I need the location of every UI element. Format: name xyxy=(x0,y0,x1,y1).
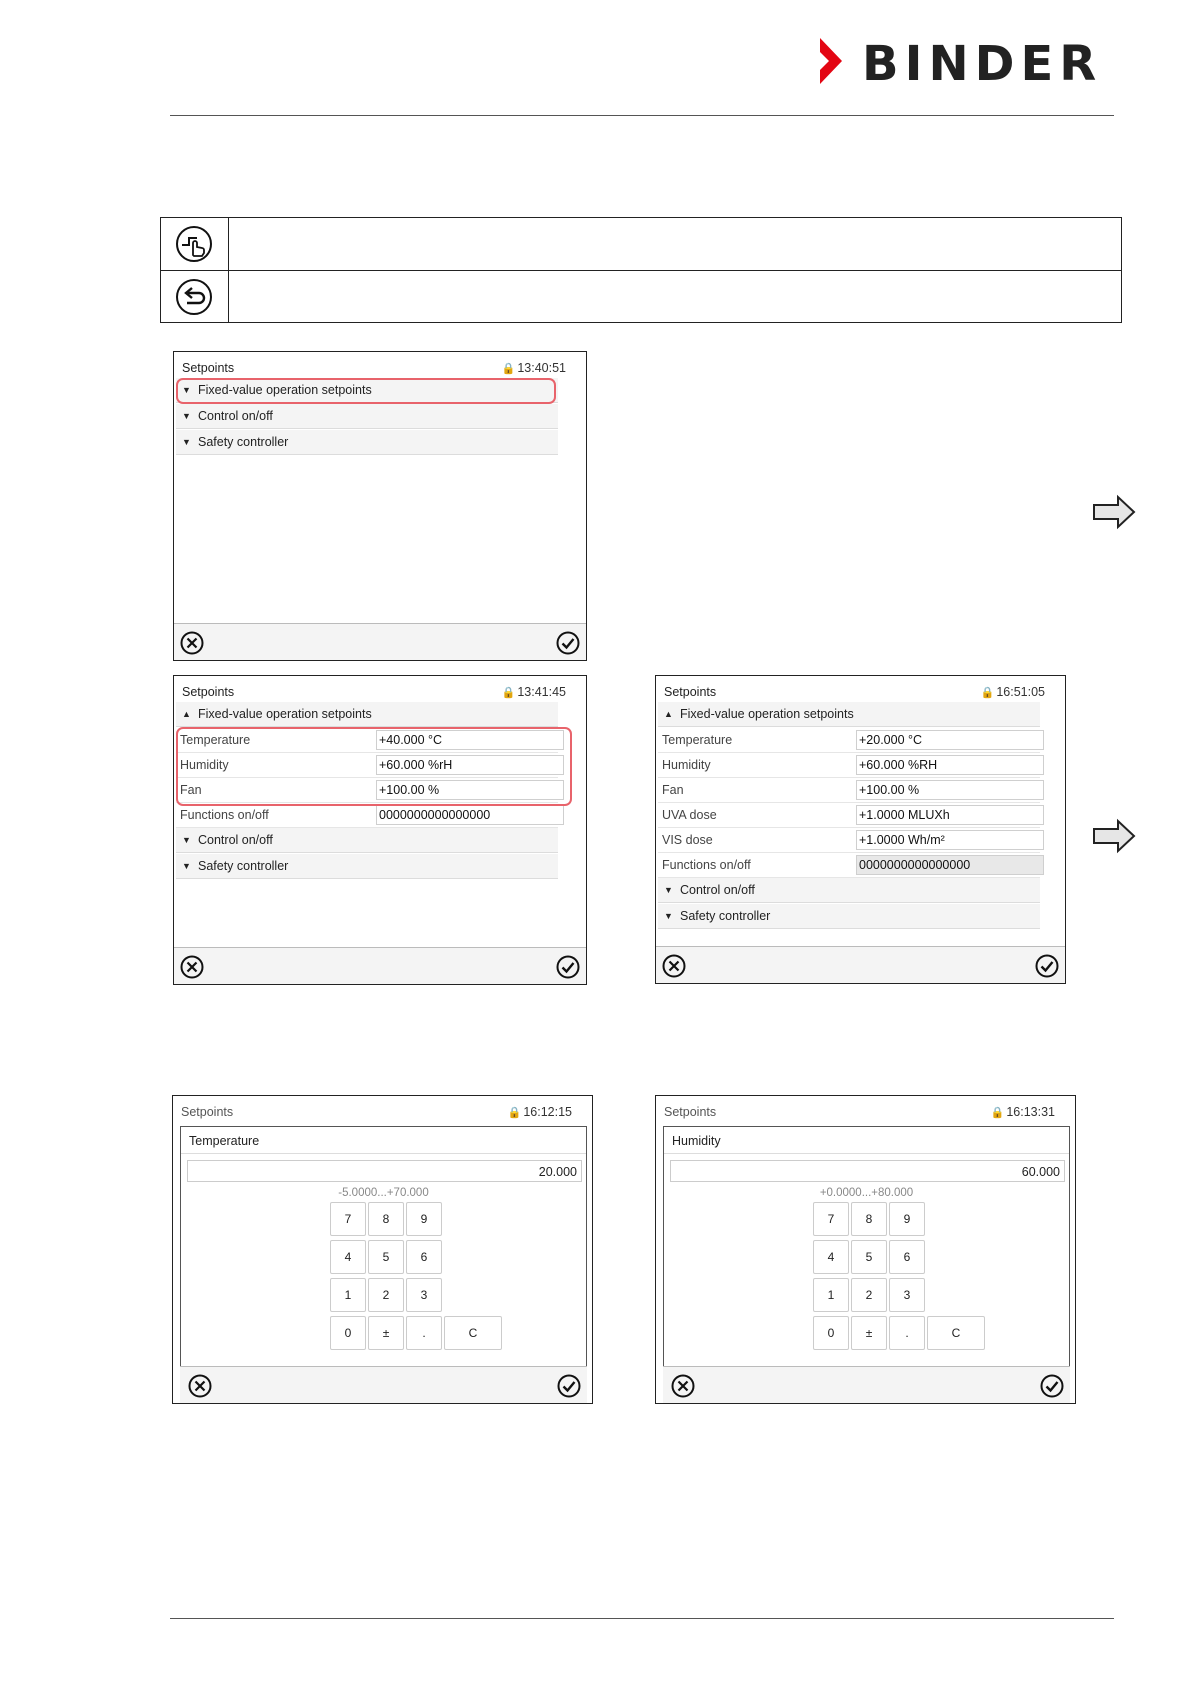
screen-footer xyxy=(656,946,1065,983)
cancel-button[interactable] xyxy=(188,1374,212,1398)
row-label: Control on/off xyxy=(198,409,273,423)
key-2[interactable]: 2 xyxy=(368,1278,404,1312)
param-humidity[interactable] xyxy=(658,753,1040,778)
param-label: Temperature xyxy=(662,733,733,747)
cancel-button[interactable] xyxy=(180,955,204,979)
param-functions[interactable] xyxy=(176,803,558,828)
lock-icon: 🔒 xyxy=(980,687,995,699)
param-value[interactable]: +1.0000 MLUXh xyxy=(856,805,1044,825)
param-value[interactable]: +100.00 % xyxy=(856,780,1044,800)
key-5[interactable]: 5 xyxy=(851,1240,887,1274)
value-range: -5.0000...+70.000 xyxy=(338,1187,429,1199)
screen-footer xyxy=(663,1366,1070,1403)
cancel-button[interactable] xyxy=(180,631,204,655)
icon-table xyxy=(160,217,1122,323)
highlight-box xyxy=(176,378,556,404)
time-text: 16:13:31 xyxy=(1006,1105,1055,1119)
key-3[interactable]: 3 xyxy=(406,1278,442,1312)
confirm-button[interactable] xyxy=(1040,1374,1064,1398)
keypad-dialog xyxy=(663,1126,1070,1367)
param-label: Humidity xyxy=(662,758,711,772)
dialog-title: Humidity xyxy=(672,1134,721,1148)
screen-title: Setpoints xyxy=(664,1105,717,1119)
key-7[interactable]: 7 xyxy=(813,1202,849,1236)
key-2[interactable]: 2 xyxy=(851,1278,887,1312)
key-3[interactable]: 3 xyxy=(889,1278,925,1312)
binder-logo-mark xyxy=(820,38,854,84)
icon-table-row xyxy=(161,218,1121,270)
screen-title: Setpoints xyxy=(182,685,235,699)
key-clear[interactable]: C xyxy=(927,1316,985,1350)
dialog-header xyxy=(664,1127,1069,1154)
screen-footer xyxy=(180,1366,587,1403)
lock-icon: 🔒 xyxy=(507,1107,522,1119)
row-fixed-value-setpoints[interactable] xyxy=(176,702,558,727)
time-text: 16:51:05 xyxy=(996,685,1045,699)
param-value[interactable]: 0000000000000000 xyxy=(856,855,1044,875)
param-value[interactable]: +40.000 °C xyxy=(376,730,564,750)
collapse-icon: ▲ xyxy=(664,709,673,719)
screen-setpoints-expanded xyxy=(173,675,587,985)
row-control-on-off[interactable] xyxy=(176,828,558,853)
row-label: Safety controller xyxy=(680,909,771,923)
binder-logo xyxy=(820,36,1110,92)
key-1[interactable]: 1 xyxy=(813,1278,849,1312)
param-value[interactable]: +100.00 % xyxy=(376,780,564,800)
param-value[interactable]: +20.000 °C xyxy=(856,730,1044,750)
param-label: Humidity xyxy=(180,758,229,772)
row-label: Safety controller xyxy=(198,859,289,873)
row-safety-controller[interactable] xyxy=(176,854,558,879)
row-label: Control on/off xyxy=(680,883,755,897)
lock-icon: 🔒 xyxy=(501,363,516,375)
cancel-button[interactable] xyxy=(662,954,686,978)
param-functions[interactable] xyxy=(658,853,1040,878)
key-plus-minus[interactable]: ± xyxy=(368,1316,404,1350)
footer-divider xyxy=(170,1618,1114,1619)
lock-icon: 🔒 xyxy=(990,1107,1005,1119)
param-label: UVA dose xyxy=(662,808,717,822)
row-label: Fixed-value operation setpoints xyxy=(680,707,854,721)
dialog-title: Temperature xyxy=(189,1134,260,1148)
screen-humidity-keypad xyxy=(655,1095,1076,1404)
confirm-button[interactable] xyxy=(556,631,580,655)
row-label: Control on/off xyxy=(198,833,273,847)
key-9[interactable]: 9 xyxy=(889,1202,925,1236)
screen-setpoints-collapsed xyxy=(173,351,587,661)
param-label: Temperature xyxy=(180,733,251,747)
clock xyxy=(508,1105,572,1119)
clock xyxy=(502,685,566,699)
key-decimal[interactable]: . xyxy=(406,1316,442,1350)
expand-icon: ▼ xyxy=(182,861,191,871)
key-7[interactable]: 7 xyxy=(330,1202,366,1236)
confirm-button[interactable] xyxy=(556,955,580,979)
time-text: 13:40:51 xyxy=(517,361,566,375)
header-divider xyxy=(170,115,1114,116)
key-8[interactable]: 8 xyxy=(368,1202,404,1236)
clock xyxy=(991,1105,1055,1119)
screen-title: Setpoints xyxy=(664,685,717,699)
row-control-on-off[interactable] xyxy=(658,878,1040,903)
confirm-button[interactable] xyxy=(1035,954,1059,978)
param-fan[interactable] xyxy=(658,778,1040,803)
cancel-button[interactable] xyxy=(671,1374,695,1398)
param-value[interactable]: 0000000000000000 xyxy=(376,805,564,825)
row-label: Safety controller xyxy=(198,435,289,449)
param-label: VIS dose xyxy=(662,833,713,847)
keypad-dialog xyxy=(180,1126,587,1367)
row-safety-controller[interactable] xyxy=(176,430,558,455)
screen-title: Setpoints xyxy=(182,361,235,375)
param-label: Fan xyxy=(662,783,684,797)
value-input[interactable]: 60.000 xyxy=(670,1160,1065,1182)
key-0[interactable]: 0 xyxy=(330,1316,366,1350)
row-safety-controller[interactable] xyxy=(658,904,1040,929)
back-arrow-icon xyxy=(175,278,213,316)
logo-text: BINDER xyxy=(862,36,1103,92)
key-5[interactable]: 5 xyxy=(368,1240,404,1274)
key-decimal[interactable]: . xyxy=(889,1316,925,1350)
key-4[interactable]: 4 xyxy=(330,1240,366,1274)
next-arrow-icon xyxy=(1092,818,1136,854)
key-6[interactable]: 6 xyxy=(406,1240,442,1274)
param-uva-dose[interactable] xyxy=(658,803,1040,828)
dialog-header xyxy=(181,1127,586,1154)
confirm-button[interactable] xyxy=(557,1374,581,1398)
next-arrow-icon xyxy=(1092,494,1136,530)
key-4[interactable]: 4 xyxy=(813,1240,849,1274)
time-text: 13:41:45 xyxy=(517,685,566,699)
param-label: Functions on/off xyxy=(180,808,269,822)
param-value[interactable]: +1.0000 Wh/m² xyxy=(856,830,1044,850)
key-6[interactable]: 6 xyxy=(889,1240,925,1274)
param-value[interactable]: +60.000 %RH xyxy=(856,755,1044,775)
param-vis-dose[interactable] xyxy=(658,828,1040,853)
key-9[interactable]: 9 xyxy=(406,1202,442,1236)
key-plus-minus[interactable]: ± xyxy=(851,1316,887,1350)
highlight-box xyxy=(176,727,572,806)
row-label: Fixed-value operation setpoints xyxy=(198,707,372,721)
screen-setpoints-expanded-light xyxy=(655,675,1066,984)
screen-footer xyxy=(174,623,586,660)
row-fixed-value-setpoints[interactable] xyxy=(658,702,1040,727)
lock-icon: 🔒 xyxy=(501,687,516,699)
param-value[interactable]: +60.000 %rH xyxy=(376,755,564,775)
clock xyxy=(502,361,566,375)
expand-icon: ▼ xyxy=(664,911,673,921)
clock xyxy=(981,685,1045,699)
expand-icon: ▼ xyxy=(182,411,191,421)
screen-temperature-keypad xyxy=(172,1095,593,1404)
key-1[interactable]: 1 xyxy=(330,1278,366,1312)
row-control-on-off[interactable] xyxy=(176,404,558,429)
key-clear[interactable]: C xyxy=(444,1316,502,1350)
key-0[interactable]: 0 xyxy=(813,1316,849,1350)
expand-icon: ▼ xyxy=(182,385,191,395)
time-text: 16:12:15 xyxy=(523,1105,572,1119)
value-input[interactable]: 20.000 xyxy=(187,1160,582,1182)
value-range: +0.0000...+80.000 xyxy=(819,1187,914,1199)
screen-title: Setpoints xyxy=(181,1105,234,1119)
expand-icon: ▼ xyxy=(182,835,191,845)
setpoint-hand-icon xyxy=(175,225,213,263)
param-temperature[interactable] xyxy=(658,728,1040,753)
expand-icon: ▼ xyxy=(664,885,673,895)
expand-icon: ▼ xyxy=(182,437,191,447)
screen-footer xyxy=(174,947,586,984)
key-8[interactable]: 8 xyxy=(851,1202,887,1236)
param-label: Functions on/off xyxy=(662,858,751,872)
collapse-icon: ▲ xyxy=(182,709,191,719)
icon-table-row xyxy=(161,270,1121,323)
param-label: Fan xyxy=(180,783,202,797)
row-label: Fixed-value operation setpoints xyxy=(198,383,372,397)
